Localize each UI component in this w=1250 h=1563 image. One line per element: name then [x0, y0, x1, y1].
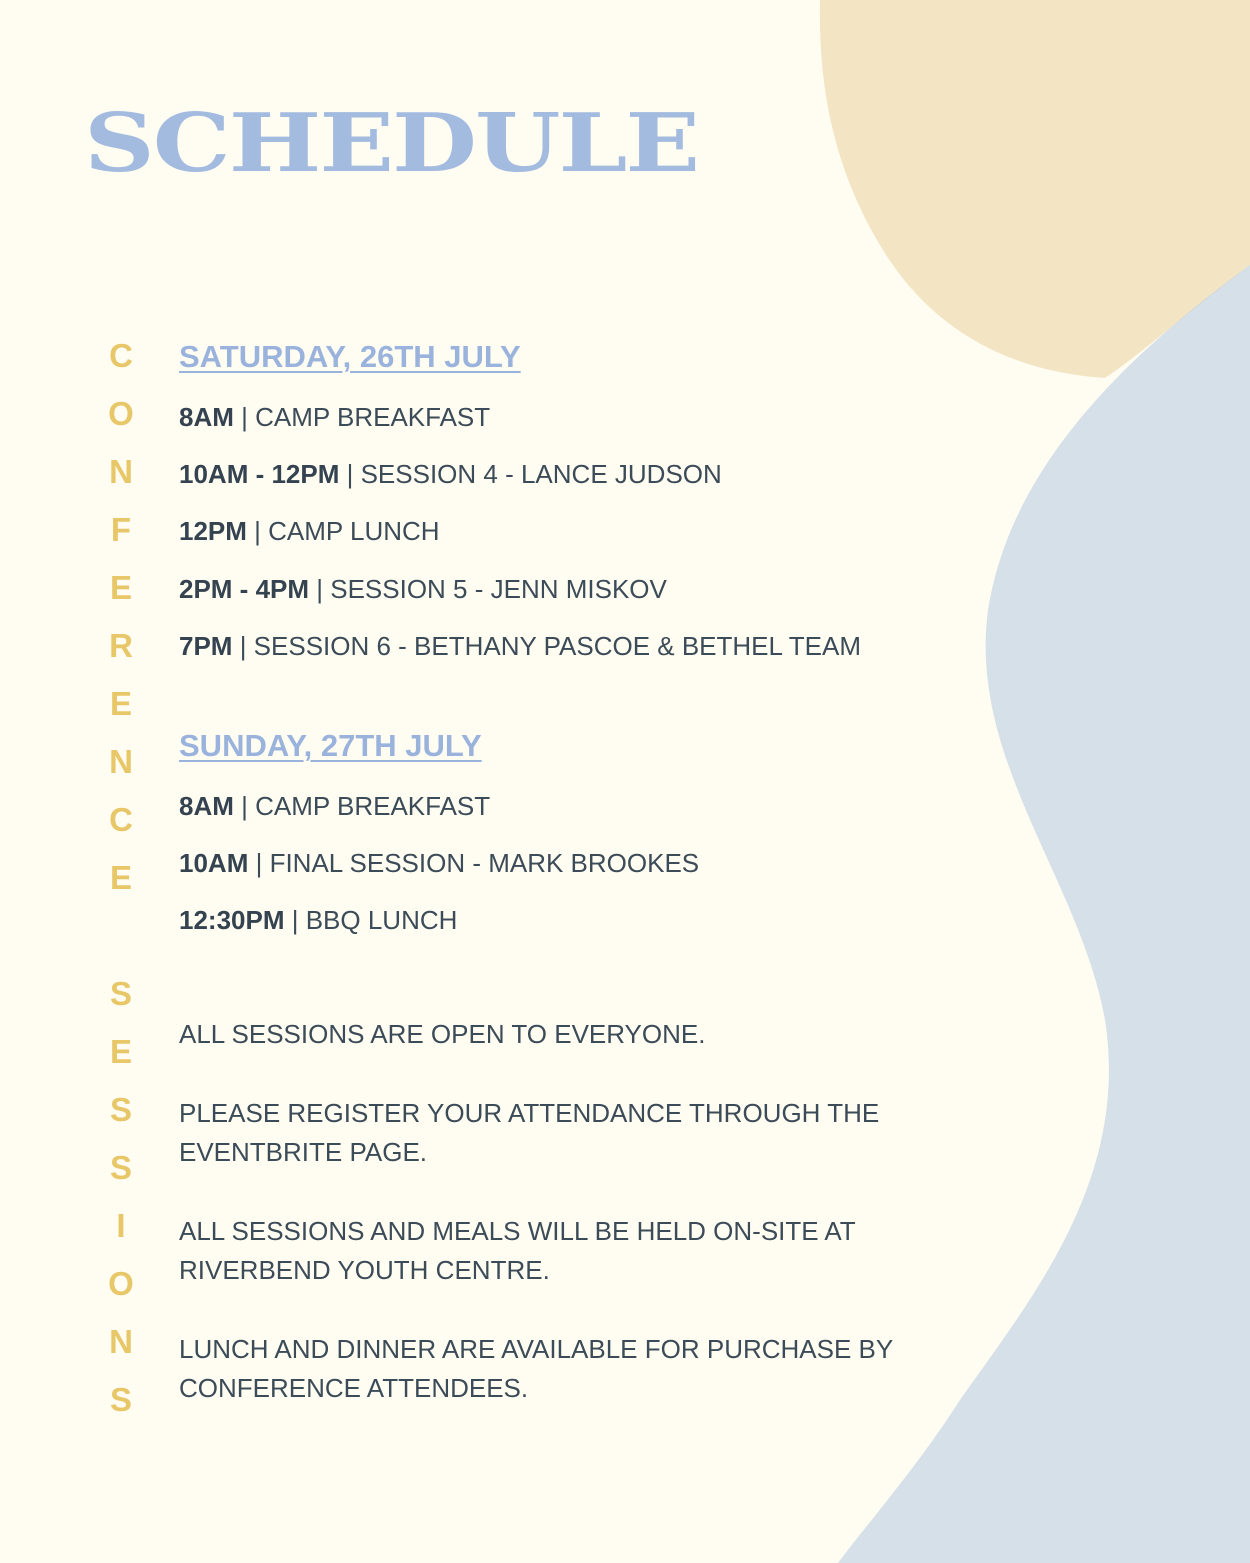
item-description: SESSION 4 - LANCE JUDSON: [360, 459, 722, 489]
item-separator: |: [233, 791, 256, 821]
item-time: 8AM: [179, 791, 234, 821]
item-time: 12:30PM: [179, 905, 285, 935]
side-letter: N: [109, 1323, 133, 1360]
item-separator: |: [233, 402, 256, 432]
item-description: CAMP LUNCH: [268, 516, 440, 546]
schedule-item: [179, 903, 457, 937]
schedule-item: [179, 572, 667, 606]
side-letter: E: [109, 859, 132, 896]
item-description: SESSION 6 - BETHANY PASCOE & BETHEL TEAM: [253, 631, 861, 661]
item-separator: |: [232, 631, 254, 661]
note-venue: ALL SESSIONS AND MEALS WILL BE HELD ON-SITE AT RIVERBEND YOUTH CENTRE.: [179, 1216, 856, 1285]
note-open-to-everyone: ALL SESSIONS ARE OPEN TO EVERYONE.: [179, 1019, 706, 1049]
item-time: 8AM: [179, 402, 234, 432]
item-description: CAMP BREAKFAST: [255, 402, 491, 432]
item-time: 12PM: [179, 516, 247, 546]
note-register-eventbrite: PLEASE REGISTER YOUR ATTENDANCE THROUGH THE EVENTBRITE PAGE.: [179, 1098, 880, 1167]
item-separator: |: [339, 459, 361, 489]
side-letter: S: [109, 1091, 132, 1128]
item-time: 7PM: [179, 631, 233, 661]
side-letter: E: [109, 1033, 132, 1070]
schedule-item: [179, 629, 861, 663]
item-separator: |: [309, 574, 331, 604]
page-title: SCHEDULE: [84, 96, 699, 191]
item-time: 2PM - 4PM: [179, 574, 310, 604]
item-time: 10AM - 12PM: [179, 459, 340, 489]
day-heading-sunday: SUNDAY, 27TH JULY: [179, 728, 482, 763]
side-letter: F: [110, 511, 132, 548]
side-letter: E: [109, 569, 132, 606]
side-letter: O: [108, 1265, 134, 1302]
note-meals-purchase: LUNCH AND DINNER ARE AVAILABLE FOR PURCHASE BY CONFERENCE ATTENDEES.: [179, 1334, 893, 1403]
side-letter: N: [109, 453, 133, 490]
side-letter: C: [109, 801, 133, 838]
schedule-item: [179, 846, 699, 880]
schedule-item: [179, 789, 490, 823]
blue-blob: [838, 265, 1250, 1563]
item-separator: |: [284, 905, 306, 935]
day-heading-saturday: SATURDAY, 26TH JULY: [179, 339, 521, 374]
item-description: BBQ LUNCH: [305, 905, 458, 935]
side-letter: N: [109, 743, 133, 780]
side-letter: S: [109, 975, 132, 1012]
item-time: 10AM: [179, 848, 249, 878]
item-description: CAMP BREAKFAST: [255, 791, 491, 821]
side-letter: S: [109, 1381, 132, 1418]
schedule-item: [179, 457, 722, 491]
side-letter: C: [109, 337, 133, 374]
side-letter: I: [116, 1207, 126, 1244]
item-separator: |: [246, 516, 269, 546]
schedule-item: [179, 514, 440, 548]
item-description: SESSION 5 - JENN MISKOV: [330, 574, 667, 604]
side-letter: S: [109, 1149, 132, 1186]
item-description: FINAL SESSION - MARK BROOKES: [269, 848, 700, 878]
side-letter: E: [109, 685, 132, 722]
schedule-item: [179, 400, 490, 434]
side-letter: O: [108, 395, 134, 432]
item-separator: |: [248, 848, 270, 878]
side-letter: R: [109, 627, 133, 664]
